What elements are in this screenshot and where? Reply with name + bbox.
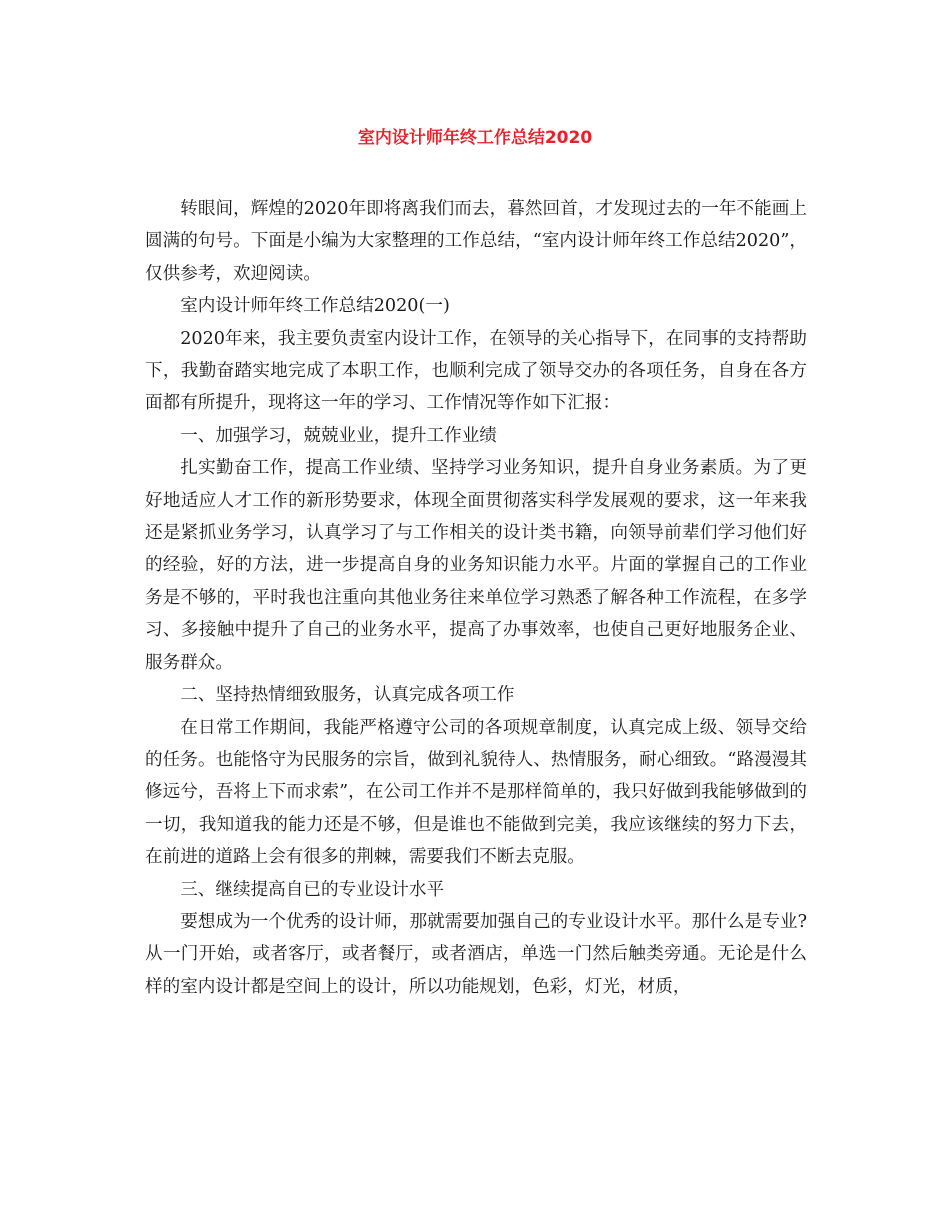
overview-paragraph: 2020年来，我主要负责室内设计工作，在领导的关心指导下，在同事的支持帮助下，我勤奋踏实地完成了本职工作，也顺利完成了领导交办的各项任务，自身在各方面都有所提升，现将这一年的学习、工作情况等作如下汇报： [145,328,807,414]
intro-paragraph: 转眼间，辉煌的2020年即将离我们而去，暮然回首，才发现过去的一年不能画上圆满的句号。下面是小编为大家整理的工作总结，“室内设计师年终工作总结2020”，仅供参考，欢迎阅读。 [145,199,807,284]
learning-paragraph: 扎实勤奋工作，提高工作业绩、坚持学习业务知识，提升自身业务素质。为了更好地适应人才工作的新形势要求，体现全面贯彻落实科学发展观的要求，这一年来我还是紧抓业务学习，认真学习了与工作相关的设计类书籍，向领导前辈们学习他们好的经验，好的方法，进一步提高自身的业务知识能力水平。片面的掌握自己的工作业务是不够的，平时我也注重向其他业务往来单位学习熟悉了解各种工作流程，在多学习、多接触中提升了自己的业务水平，提高了办事效率，也使自己更好地服务企业、服务群众。 [145,458,807,673]
service-paragraph: 在日常工作期间，我能严格遵守公司的各项规章制度，认真完成上级、领导交给的任务。也能恪守为民服务的宗旨，做到礼貌待人、热情服务，耐心细致。“路漫漫其修远兮，吾将上下而求索”，在公司工作并不是那样简单的，我只好做到我能够做到的一切，我知道我的能力还是不够，但是谁也不能做到完美，我应该继续的努力下去，在前进的道路上会有很多的荆棘，需要我们不断去克服。 [145,717,807,868]
design-skill-paragraph: 要想成为一个优秀的设计师，那就需要加强自己的专业设计水平。那什么是专业?从一门开始，或者客厅，或者餐厅，或者酒店，单选一门然后触类旁通。无论是什么样的室内设计都是空间上的设计，所以功能规划，色彩，灯光，材质， [145,911,807,997]
section-heading-service: 二、坚持热情细致服务，认真完成各项工作 [180,685,515,706]
document-body [145,193,807,1003]
document-title: 室内设计师年终工作总结2020 [357,128,593,148]
section-heading-design-skill: 三、继续提高自已的专业设计水平 [180,879,445,900]
section-heading-learning: 一、加强学习，兢兢业业，提升工作业绩 [180,425,497,446]
section-heading-part-one: 室内设计师年终工作总结2020(一) [180,296,450,317]
